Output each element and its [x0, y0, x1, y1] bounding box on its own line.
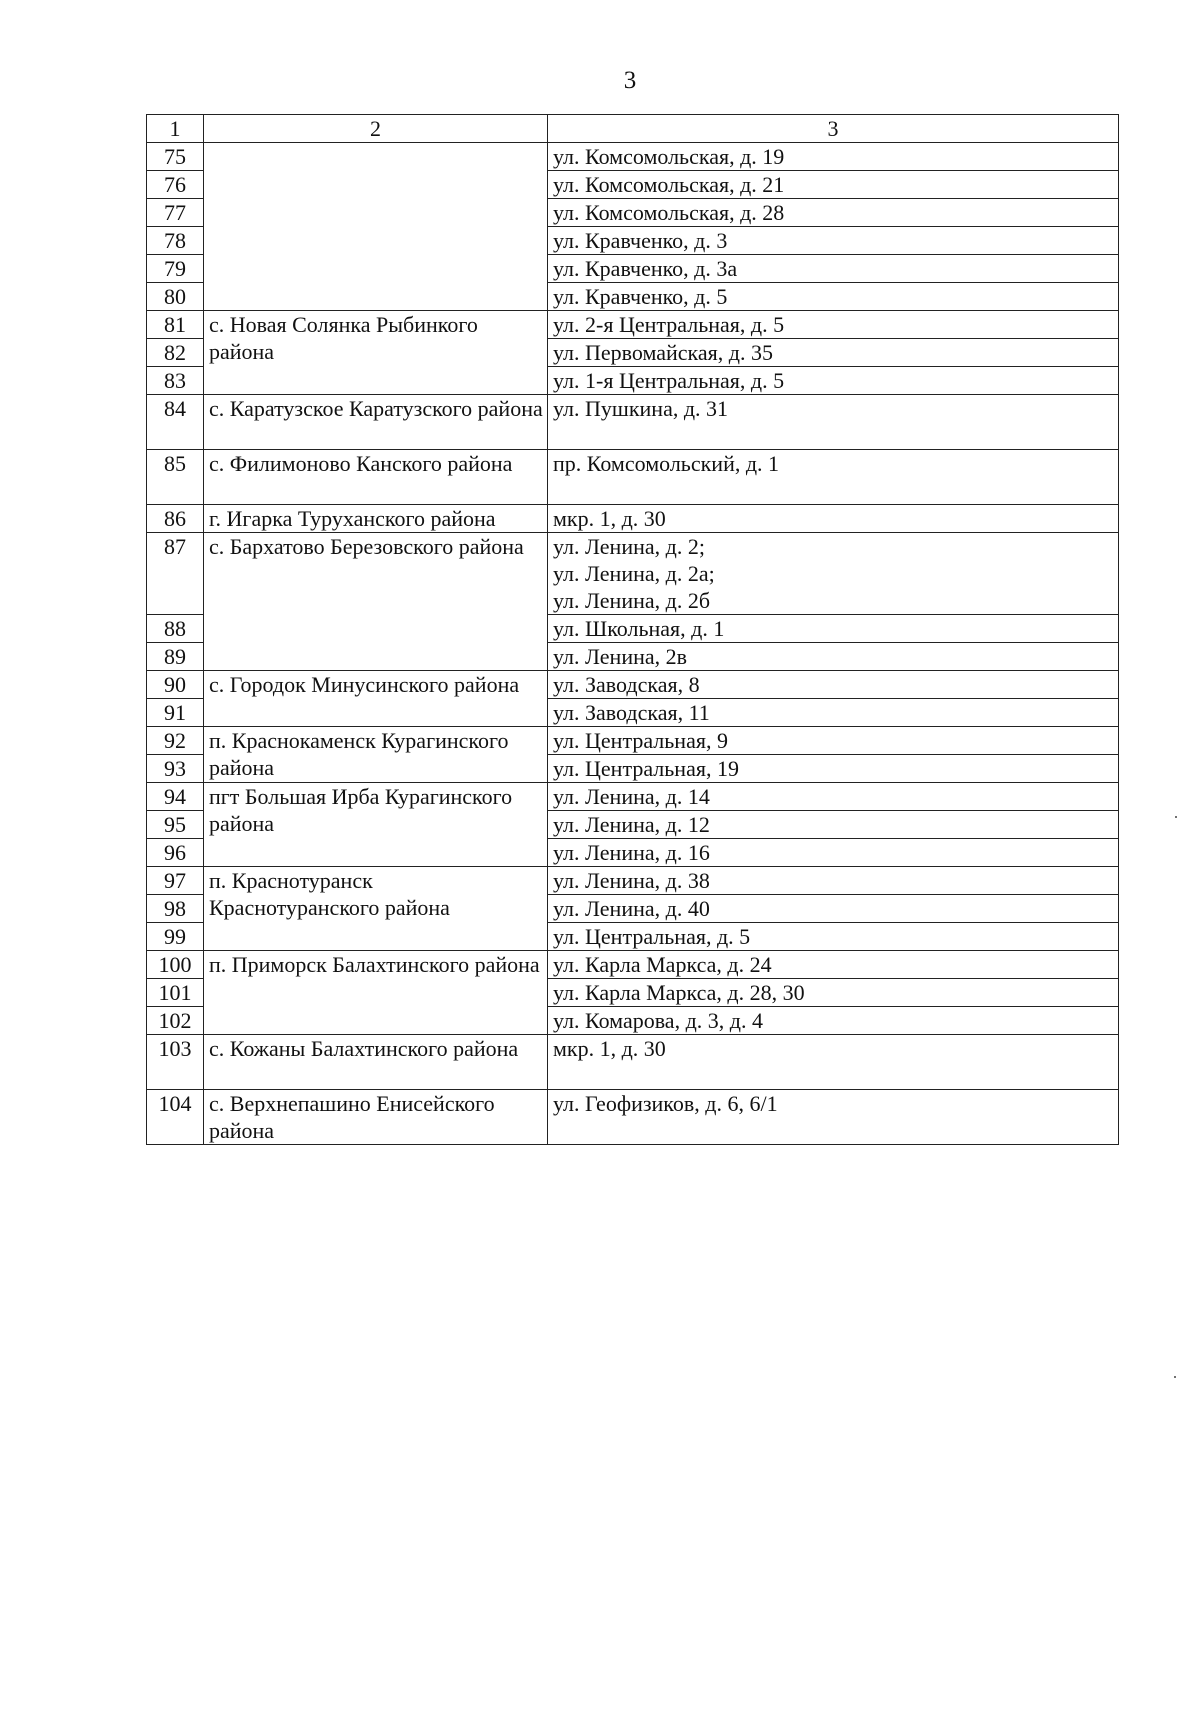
- row-number: 81: [147, 311, 204, 339]
- row-number: 100: [147, 951, 204, 979]
- table-row: [147, 505, 1119, 533]
- row-number: 103: [147, 1035, 204, 1090]
- settlement-cell: п. Краснокаменск Курагинского района: [204, 727, 548, 783]
- row-number: 92: [147, 727, 204, 755]
- address-cell: ул. 1-я Центральная, д. 5: [548, 367, 1119, 395]
- address-cell: ул. Комсомольская, д. 21: [548, 171, 1119, 199]
- row-number: 87: [147, 533, 204, 615]
- settlement-cell: п. Краснотуранск Краснотуранского района: [204, 867, 548, 951]
- row-number: 97: [147, 867, 204, 895]
- row-number: 79: [147, 255, 204, 283]
- address-cell: пр. Комсомольский, д. 1: [548, 450, 1119, 505]
- address-cell: ул. Кравченко, д. 3а: [548, 255, 1119, 283]
- row-number: 101: [147, 979, 204, 1007]
- settlement-cell: пгт Большая Ирба Курагинского района: [204, 783, 548, 867]
- address-cell: ул. Кравченко, д. 5: [548, 283, 1119, 311]
- row-number: 77: [147, 199, 204, 227]
- addresses-table: [146, 114, 1119, 1145]
- row-number: 102: [147, 1007, 204, 1035]
- row-number: 86: [147, 505, 204, 533]
- settlement-cell: с. Новая Солянка Рыбинкого района: [204, 311, 548, 395]
- table-row: [147, 395, 1119, 450]
- row-number: 80: [147, 283, 204, 311]
- address-cell: ул. Комсомольская, д. 28: [548, 199, 1119, 227]
- scan-speck: [1174, 1376, 1176, 1378]
- address-cell: мкр. 1, д. 30: [548, 1035, 1119, 1090]
- address-cell: ул. Центральная, 19: [548, 755, 1119, 783]
- scan-speck: [1175, 816, 1177, 818]
- address-cell: ул. Ленина, д. 38: [548, 867, 1119, 895]
- row-number: 93: [147, 755, 204, 783]
- address-cell: ул. Комарова, д. 3, д. 4: [548, 1007, 1119, 1035]
- table-row: [147, 951, 1119, 979]
- address-cell: ул. Заводская, 8: [548, 671, 1119, 699]
- table-row: [147, 143, 1119, 171]
- address-cell: ул. Карла Маркса, д. 24: [548, 951, 1119, 979]
- table-row: [147, 1090, 1119, 1145]
- address-cell: ул. Ленина, д. 12: [548, 811, 1119, 839]
- column-header-settlement: 2: [204, 115, 548, 143]
- settlement-cell: г. Игарка Туруханского района: [204, 505, 548, 533]
- settlement-cell: п. Приморск Балахтинского района: [204, 951, 548, 1035]
- row-number: 99: [147, 923, 204, 951]
- table-row: [147, 783, 1119, 811]
- settlement-cell: [204, 143, 548, 311]
- address-cell: ул. Центральная, д. 5: [548, 923, 1119, 951]
- table-header-row: [147, 115, 1119, 143]
- row-number: 96: [147, 839, 204, 867]
- address-cell: ул. Комсомольская, д. 19: [548, 143, 1119, 171]
- settlement-cell: с. Верхнепашино Енисейского района: [204, 1090, 548, 1145]
- table-row: [147, 671, 1119, 699]
- row-number: 78: [147, 227, 204, 255]
- address-cell: ул. Ленина, д. 14: [548, 783, 1119, 811]
- row-number: 90: [147, 671, 204, 699]
- address-cell: ул. Ленина, 2в: [548, 643, 1119, 671]
- settlement-cell: с. Каратузское Каратузского района: [204, 395, 548, 450]
- row-number: 82: [147, 339, 204, 367]
- address-cell: ул. Карла Маркса, д. 28, 30: [548, 979, 1119, 1007]
- address-cell: ул. Центральная, 9: [548, 727, 1119, 755]
- address-cell: ул. Первомайская, д. 35: [548, 339, 1119, 367]
- row-number: 83: [147, 367, 204, 395]
- settlement-cell: с. Кожаны Балахтинского района: [204, 1035, 548, 1090]
- settlement-cell: с. Бархатово Березовского района: [204, 533, 548, 671]
- table-row: [147, 1035, 1119, 1090]
- address-cell: ул. 2-я Центральная, д. 5: [548, 311, 1119, 339]
- row-number: 98: [147, 895, 204, 923]
- page-number: 3: [623, 67, 637, 94]
- table-row: [147, 533, 1119, 615]
- address-cell: ул. Ленина, д. 16: [548, 839, 1119, 867]
- settlement-cell: с. Городок Минусинского района: [204, 671, 548, 727]
- settlement-cell: с. Филимоново Канского района: [204, 450, 548, 505]
- table-row: [147, 867, 1119, 895]
- address-cell: ул. Геофизиков, д. 6, 6/1: [548, 1090, 1119, 1145]
- table-row: [147, 727, 1119, 755]
- address-cell: ул. Заводская, 11: [548, 699, 1119, 727]
- address-cell: ул. Ленина, д. 2; ул. Ленина, д. 2а; ул. Ленина, д. 2б: [548, 533, 1119, 615]
- address-cell: ул. Кравченко, д. 3: [548, 227, 1119, 255]
- address-cell: ул. Ленина, д. 40: [548, 895, 1119, 923]
- row-number: 91: [147, 699, 204, 727]
- table-row: [147, 450, 1119, 505]
- row-number: 76: [147, 171, 204, 199]
- table-row: [147, 311, 1119, 339]
- column-header-number: 1: [147, 115, 204, 143]
- row-number: 104: [147, 1090, 204, 1145]
- row-number: 89: [147, 643, 204, 671]
- address-cell: ул. Пушкина, д. 31: [548, 395, 1119, 450]
- address-cell: мкр. 1, д. 30: [548, 505, 1119, 533]
- column-header-address: 3: [548, 115, 1119, 143]
- row-number: 84: [147, 395, 204, 450]
- row-number: 95: [147, 811, 204, 839]
- row-number: 75: [147, 143, 204, 171]
- row-number: 85: [147, 450, 204, 505]
- row-number: 88: [147, 615, 204, 643]
- address-cell: ул. Школьная, д. 1: [548, 615, 1119, 643]
- row-number: 94: [147, 783, 204, 811]
